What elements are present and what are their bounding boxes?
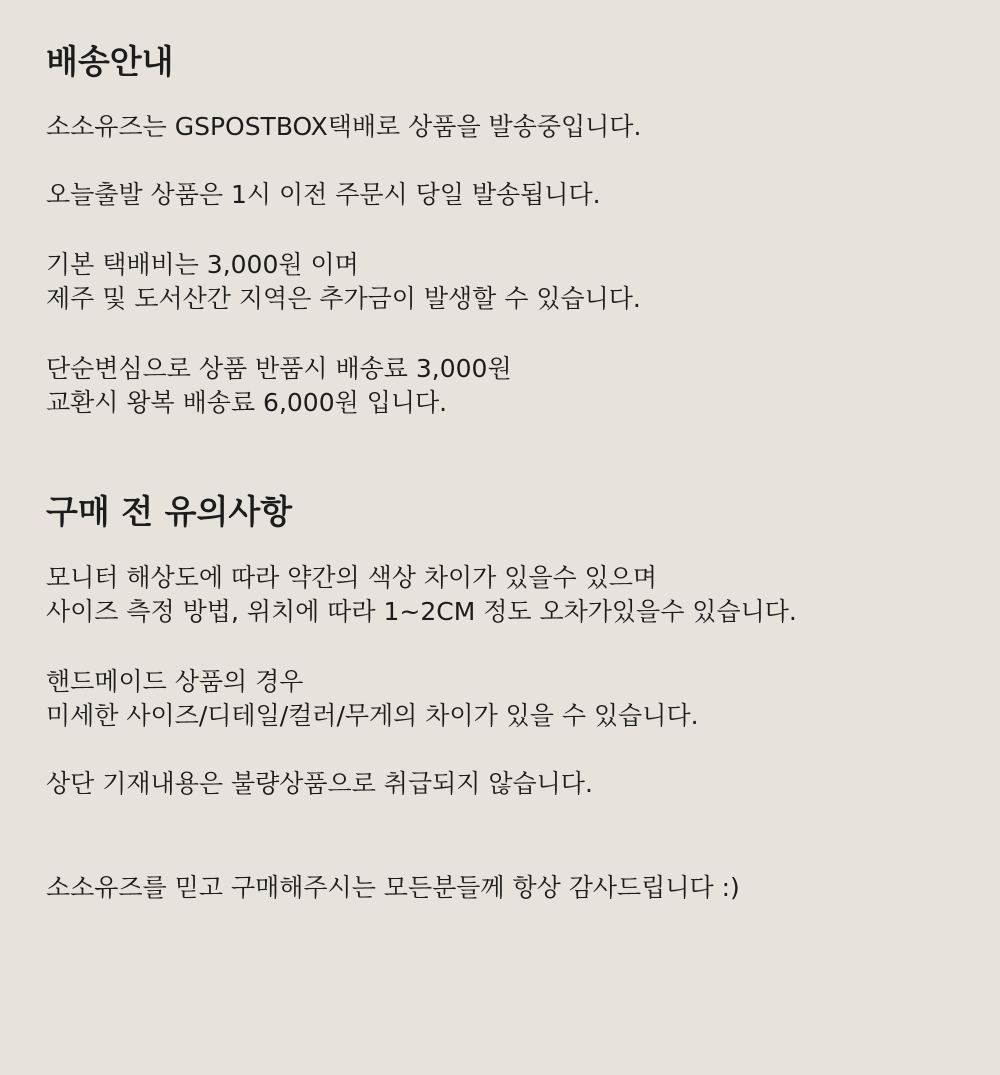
notice-line: 핸드메이드 상품의 경우	[46, 667, 304, 696]
shipping-line: 단순변심으로 상품 반품시 배송료 3,000원	[46, 354, 512, 383]
shipping-line: 소소유즈는 GSPOSTBOX택배로 상품을 발송중입니다.	[46, 112, 642, 141]
notice-line: 모니터 해상도에 따라 약간의 색상 차이가 있을수 있으며	[46, 563, 658, 592]
notice-line: 상단 기재내용은 불량상품으로 취급되지 않습니다.	[46, 769, 593, 798]
shipping-line: 기본 택배비는 3,000원 이며	[46, 250, 359, 279]
closing-message: 소소유즈를 믿고 구매해주시는 모든분들께 항상 감사드립니다 :)	[46, 873, 740, 902]
shipping-line: 제주 및 도서산간 지역은 추가금이 발생할 수 있습니다.	[46, 284, 641, 313]
notice-line: 미세한 사이즈/디테일/컬러/무게의 차이가 있을 수 있습니다.	[46, 701, 699, 730]
notice-line: 사이즈 측정 방법, 위치에 따라 1~2CM 정도 오차가있을수 있습니다.	[46, 597, 797, 626]
shipping-line: 교환시 왕복 배송료 6,000원 입니다.	[46, 388, 448, 417]
notice-title: 구매 전 유의사항	[46, 492, 293, 531]
shipping-line: 오늘출발 상품은 1시 이전 주문시 당일 발송됩니다.	[46, 180, 601, 209]
shipping-title: 배송안내	[46, 42, 174, 81]
